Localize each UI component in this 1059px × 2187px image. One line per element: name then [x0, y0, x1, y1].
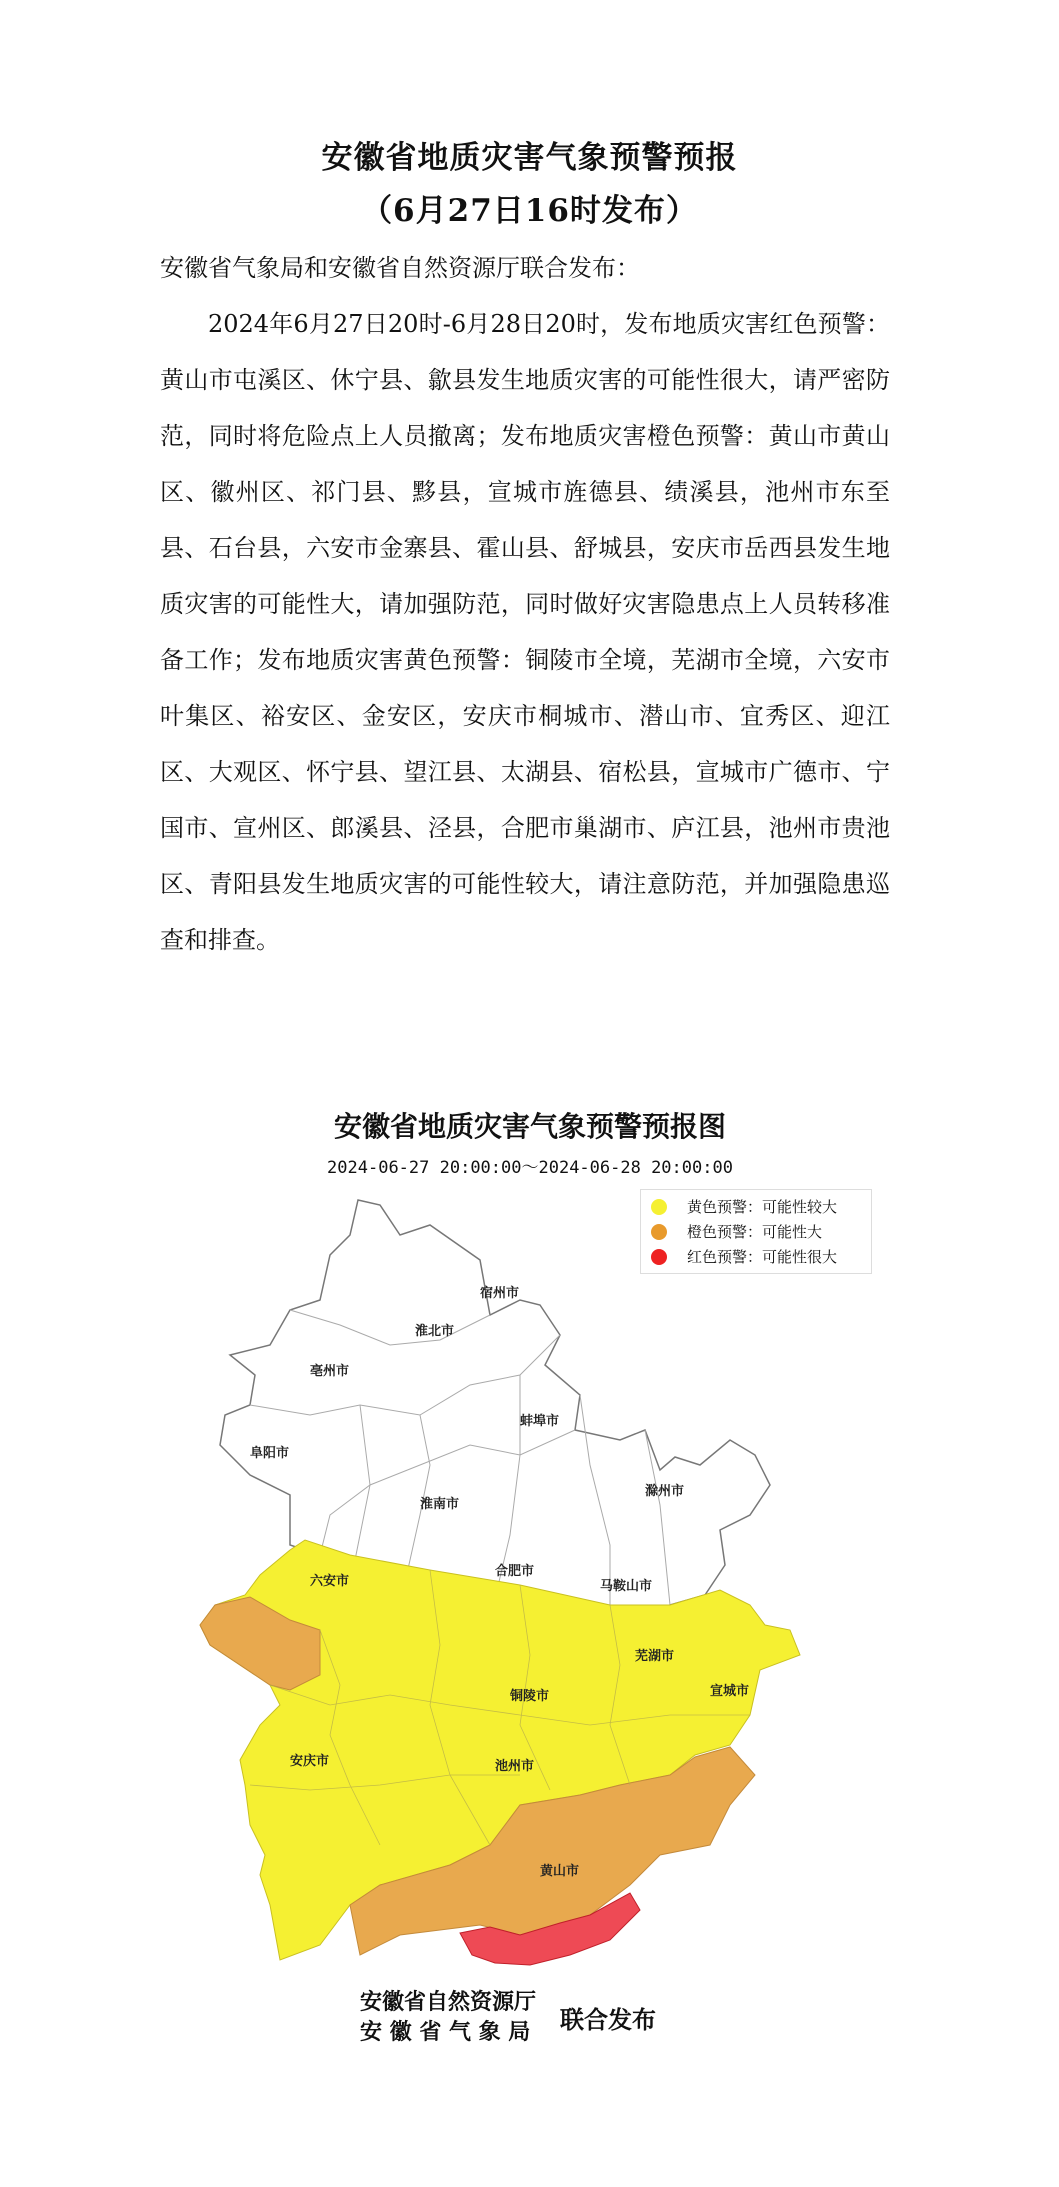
city-label-chuzhou: 滁州市 [645, 1484, 685, 1499]
city-label-huaibei: 淮北市 [415, 1324, 455, 1339]
issuer-org1: 安徽省自然资源厅 [360, 1990, 537, 2015]
city-label-huangshan: 黄山市 [540, 1864, 580, 1879]
warning-map [190, 1085, 890, 2045]
map-title: 安徽省地质灾害气象预警预报图 [333, 1110, 726, 1143]
legend-item-yellow [641, 1194, 871, 1219]
legend-label-red: 红色预警：可能性很大 [687, 1248, 838, 1266]
body-text: 2024年6月27日20时-6月28日20时，发布地质灾害红色预警：黄山市屯溪区、休宁县、歙县发生地质灾害的可能性很大，请严密防范，同时将危险点上人员撤离；发布地质灾害橙色预警：黄山市黄山区、徽州区、祁门县、黟县，宣城市旌德县、绩溪县，池州市东至县、石台县，六安市金寨县、霍山县、舒城县，安庆市岳西县发生地质灾害的可能性大，请加强防范，同时做好灾害隐患点上人员转移准备工作；发布地质灾害黄色预警：铜陵市全境，芜湖市全境，六安市叶集区、裕安区、金安区，安庆市桐城市、潜山市、宜秀区、迎江区、大观区、怀宁县、望江县、太湖县、宿松县，宣城市广德市、宁国市、宣州区、郎溪县、泾县，合肥市巢湖市、庐江县，池州市贵池区、青阳县发生地质灾害的可能性较大，请注意防范，并加强隐患巡查和排查。 [160, 310, 890, 954]
city-label-huainan: 淮南市 [420, 1497, 460, 1512]
issuer-joint: 联合发布 [560, 2006, 656, 2034]
legend-item-orange [641, 1219, 871, 1244]
city-label-luan: 六安市 [310, 1574, 350, 1589]
map-legend [640, 1189, 872, 1274]
city-label-anqing: 安庆市 [290, 1754, 330, 1769]
city-label-bengbu: 蚌埠市 [520, 1414, 560, 1429]
city-label-fuyang: 阜阳市 [250, 1446, 290, 1461]
legend-label-yellow: 黄色预警：可能性较大 [687, 1198, 838, 1216]
red-dot-icon [651, 1249, 667, 1265]
city-label-hefei: 合肥市 [495, 1564, 535, 1579]
document-title: 安徽省地质灾害气象预警预报 [321, 140, 738, 176]
intro-text: 安徽省气象局和安徽省自然资源厅联合发布： [160, 254, 640, 282]
legend-item-red [641, 1244, 871, 1269]
yellow-dot-icon [651, 1199, 667, 1215]
issuer-org2: 安 徽 省 气 象 局 [360, 2020, 531, 2045]
city-label-chizhou: 池州市 [495, 1759, 535, 1774]
city-label-wuhu: 芜湖市 [635, 1649, 675, 1664]
city-label-tongling: 铜陵市 [510, 1689, 550, 1704]
city-label-bozhou: 亳州市 [310, 1364, 350, 1379]
city-label-xuancheng: 宣城市 [710, 1684, 750, 1699]
document-subtitle: （6月27日16时发布） [361, 193, 698, 229]
legend-label-orange: 橙色预警：可能性大 [687, 1223, 823, 1241]
orange-dot-icon [651, 1224, 667, 1240]
city-label-maanshan: 马鞍山市 [600, 1579, 653, 1594]
map-time-range: 2024-06-27 20:00:00～2024-06-28 20:00:00 [327, 1158, 733, 1178]
city-label-suzhou: 宿州市 [480, 1286, 520, 1301]
